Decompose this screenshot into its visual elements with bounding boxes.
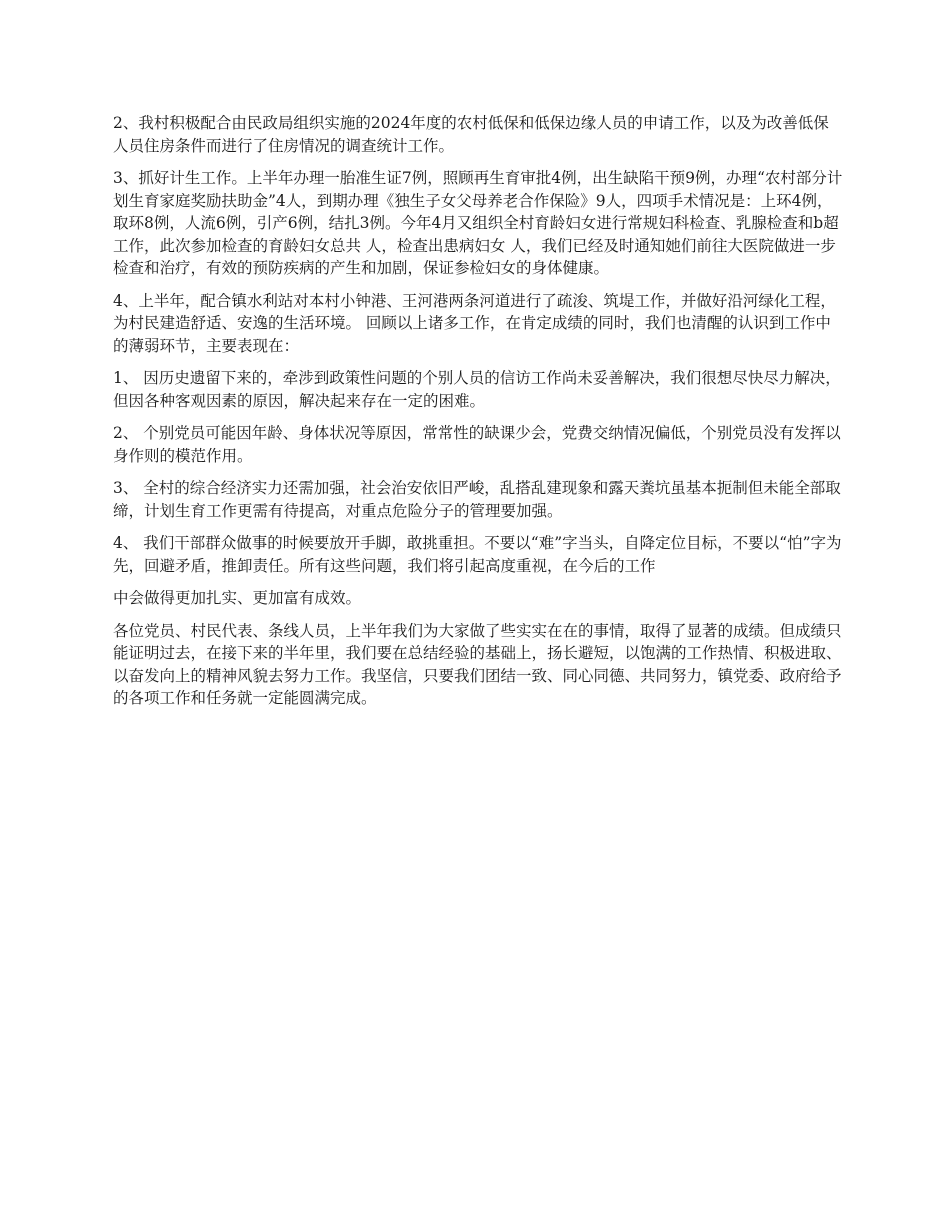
document-body — [113, 112, 843, 720]
paragraph-issue-economy: 3、 全村的综合经济实力还需加强，社会治安依旧严峻，乱搭乱建现象和露天粪坑虽基本扼制但未能全部取缔，计划生育工作更需有待提高，对重点危险分子的管理要加强。 — [113, 479, 841, 520]
paragraph-issue-petitions: 1、 因历史遗留下来的，牵涉到政策性问题的个别人员的信访工作尚未妥善解决，我们很想尽快尽力解决，但因各种客观因素的原因，解决起来存在一定的困难。 — [113, 369, 841, 410]
paragraph-issue-party-members: 2、 个别党员可能因年龄、身体状况等原因，常常性的缺课少会，党费交纳情况偏低，个别党员没有发挥以身作则的模范作用。 — [113, 424, 841, 465]
paragraph-river-dredging: 4、上半年，配合镇水利站对本村小钟港、王河港两条河道进行了疏浚、筑堤工作，并做好沿河绿化工程，为村民建造舒适、安逸的生活环境。 回顾以上诸多工作，在肯定成绩的同时，我们也清醒的认识到工作中的薄弱环节，主要表现在： — [113, 291, 836, 355]
paragraph-welfare-application: 2、我村积极配合由民政局组织实施的2024年度的农村低保和低保边缘人员的申请工作，以及为改善低保人员住房条件而进行了住房情况的调查统计工作。 — [113, 114, 829, 155]
paragraph-closing: 各位党员、村民代表、条线人员，上半年我们为大家做了些实实在在的事情，取得了显著的成绩。但成绩只能证明过去，在接下来的半年里，我们要在总结经验的基础上，扬长避短，以饱满的工作热情、积极进取、以奋发向上的精神风貌去努力工作。我坚信，只要我们团结一致、同心同德、共同努力，镇党委、政府给予的各项工作和任务就一定能圆满完成。 — [113, 621, 842, 707]
paragraph-continuation: 中会做得更加扎实、更加富有成效。 — [113, 589, 362, 607]
paragraph-issue-cadres: 4、 我们干部群众做事的时候要放开手脚，敢挑重担。不要以“难”字当头，自降定位目标，不要以“怕”字为先，回避矛盾，推卸责任。所有这些问题，我们将引起高度重视，在今后的工作 — [113, 534, 842, 575]
paragraph-family-planning: 3、抓好计生工作。上半年办理一胎准生证7例，照顾再生育审批4例，出生缺陷干预9例，办理“农村部分计划生育家庭奖励扶助金”4人，到期办理《独生子女父母养老合作保险》9人，四项手术情况是：上环4例，取环8例，人流6例，引产6例，结扎3例。今年4月又组织全村育龄妇女进行常规妇科检查、乳腺检查和b超工作，此次参加检查的育龄妇女总共 人，检查出患病妇女 人，我们已经及时通知她们前往大医院做进一步检查和治疗，有效的预防疾病的产生和加剧，保证参检妇女的身体健康。 — [113, 169, 843, 277]
